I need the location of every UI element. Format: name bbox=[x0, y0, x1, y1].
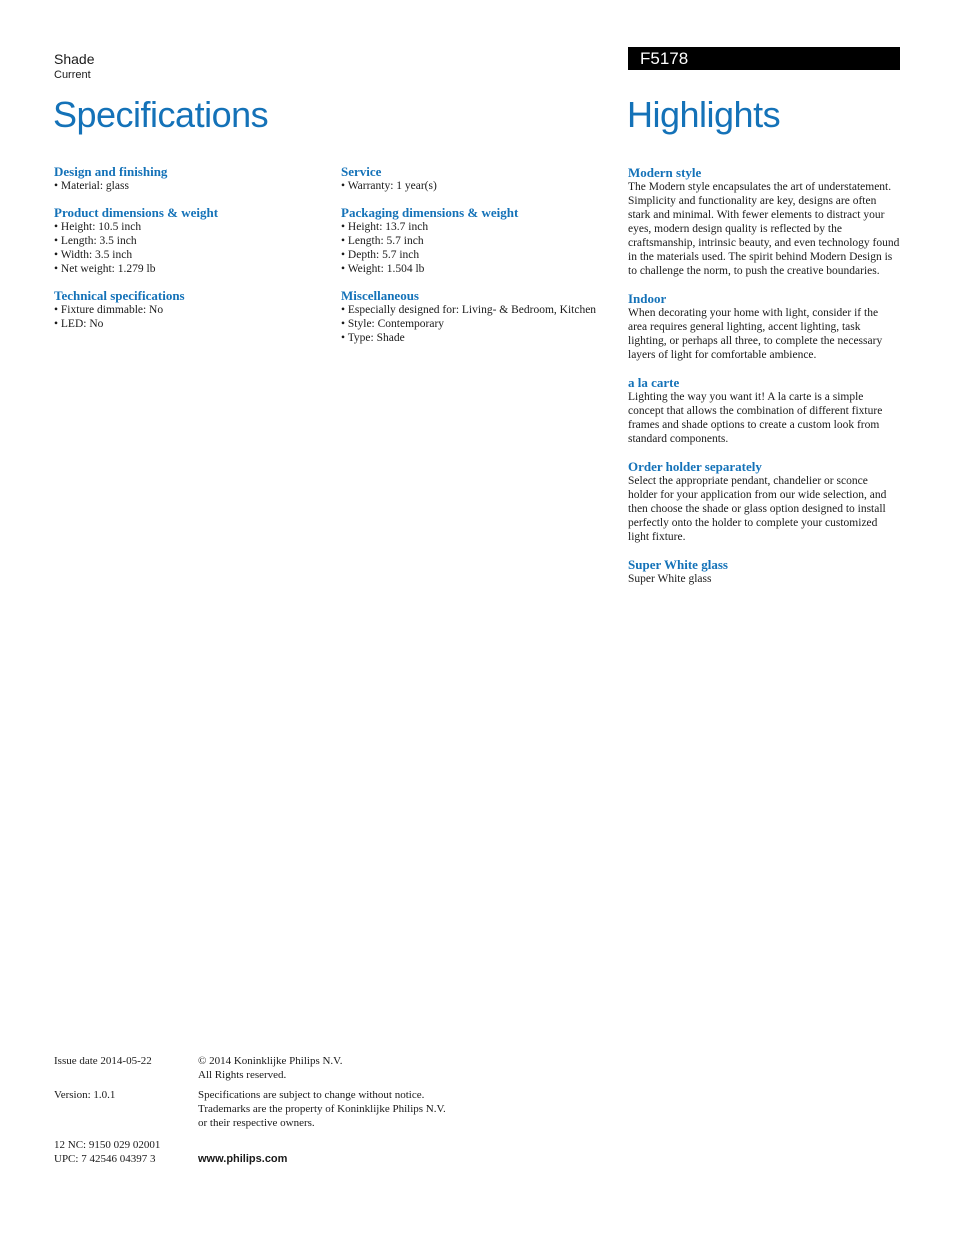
spec-item: • Warranty: 1 year(s) bbox=[341, 179, 621, 193]
spec-section bbox=[341, 288, 621, 345]
spec-item: • Height: 10.5 inch bbox=[54, 220, 334, 234]
spec-section bbox=[54, 205, 334, 276]
footer-notice bbox=[198, 1088, 498, 1130]
spec-list bbox=[341, 179, 621, 193]
spec-column-right bbox=[341, 164, 621, 357]
highlight-title: Order holder separately bbox=[628, 459, 762, 474]
highlight-body: Super White glass bbox=[628, 573, 712, 585]
highlight-body: When decorating your home with light, consider if the area requires general lighting, accent lighting, task lighting, or perhaps all three, to complete the necessary layers of light for comfortable ambience. bbox=[628, 307, 883, 361]
spec-section bbox=[54, 288, 334, 331]
spec-column-left bbox=[54, 164, 334, 343]
website-link[interactable]: www.philips.com bbox=[198, 1153, 288, 1165]
notice-line: Trademarks are the property of Koninklijke Philips N.V. bbox=[198, 1103, 446, 1115]
highlight-item bbox=[628, 459, 900, 544]
spec-list bbox=[54, 303, 334, 331]
highlight-body: Select the appropriate pendant, chandelier or sconce holder for your application from our wide selection, and then choose the shade or glass option designed to install perfectly onto the holder to complete your customized light fixture. bbox=[628, 475, 887, 543]
specifications-title: Specifications bbox=[53, 94, 269, 135]
spec-item: • Material: glass bbox=[54, 179, 334, 193]
spec-item: • LED: No bbox=[54, 317, 334, 331]
highlight-item bbox=[628, 375, 900, 446]
highlight-title: a la carte bbox=[628, 375, 680, 390]
spec-item: • Width: 3.5 inch bbox=[54, 248, 334, 262]
spec-section bbox=[54, 164, 334, 193]
spec-item: • Type: Shade bbox=[341, 331, 621, 345]
highlight-body: The Modern style encapsulates the art of understatement. Simplicity and functionality are key, designs are often stark and minimal. With fewer elements to distract your eyes, modern design quality is reflected by the craftsmanship, intrinsic beauty, and even technology found in the materials used. The spirit behind Modern Design is to challenge the norm, to push the creative boundaries. bbox=[628, 181, 900, 277]
copyright-line: All Rights reserved. bbox=[198, 1069, 287, 1081]
product-subtitle: Current bbox=[54, 69, 91, 81]
notice-line: or their respective owners. bbox=[198, 1117, 315, 1129]
spec-list bbox=[54, 220, 334, 276]
spec-item: • Length: 5.7 inch bbox=[341, 234, 621, 248]
footer-codes bbox=[54, 1138, 194, 1166]
highlight-title: Indoor bbox=[628, 291, 667, 306]
spec-section bbox=[341, 164, 621, 193]
highlight-item bbox=[628, 291, 900, 362]
spec-section-title: Technical specifications bbox=[54, 288, 185, 303]
spec-section-title: Product dimensions & weight bbox=[54, 205, 219, 220]
spec-section-title: Miscellaneous bbox=[341, 288, 419, 303]
upc-code: UPC: 7 42546 04397 3 bbox=[54, 1153, 156, 1165]
highlight-title: Modern style bbox=[628, 165, 702, 180]
footer-version: Version: 1.0.1 bbox=[54, 1089, 116, 1101]
notice-line: Specifications are subject to change without notice. bbox=[198, 1089, 425, 1101]
highlights-column bbox=[628, 165, 900, 599]
copyright-line: © 2014 Koninklijke Philips N.V. bbox=[198, 1055, 343, 1067]
spec-item: • Style: Contemporary bbox=[341, 317, 621, 331]
highlights-title: Highlights bbox=[627, 94, 781, 135]
spec-section-title: Design and finishing bbox=[54, 164, 168, 179]
highlight-body: Lighting the way you want it! A la carte is a simple concept that allows the combination of different fixture frames and shade options to create a custom look from standard components. bbox=[628, 391, 883, 445]
spec-section-title: Packaging dimensions & weight bbox=[341, 205, 519, 220]
spec-section bbox=[341, 205, 621, 276]
spec-section-title: Service bbox=[341, 164, 382, 179]
spec-item: • Weight: 1.504 lb bbox=[341, 262, 621, 276]
highlight-item bbox=[628, 557, 900, 586]
spec-item: • Height: 13.7 inch bbox=[341, 220, 621, 234]
spec-item: • Fixture dimmable: No bbox=[54, 303, 334, 317]
footer-issue-date: Issue date 2014-05-22 bbox=[54, 1055, 152, 1067]
model-number-bar: F5178 bbox=[628, 47, 900, 70]
highlight-title: Super White glass bbox=[628, 557, 728, 572]
spec-list bbox=[54, 179, 334, 193]
product-name: Shade bbox=[54, 51, 95, 67]
footer-copyright bbox=[198, 1054, 498, 1082]
nc-code: 12 NC: 9150 029 02001 bbox=[54, 1139, 161, 1151]
spec-list bbox=[341, 220, 621, 276]
spec-list bbox=[341, 303, 621, 345]
spec-item: • Length: 3.5 inch bbox=[54, 234, 334, 248]
spec-item: • Net weight: 1.279 lb bbox=[54, 262, 334, 276]
spec-item: • Depth: 5.7 inch bbox=[341, 248, 621, 262]
highlight-item bbox=[628, 165, 900, 278]
spec-item: • Especially designed for: Living- & Bedroom, Kitchen bbox=[341, 303, 621, 317]
